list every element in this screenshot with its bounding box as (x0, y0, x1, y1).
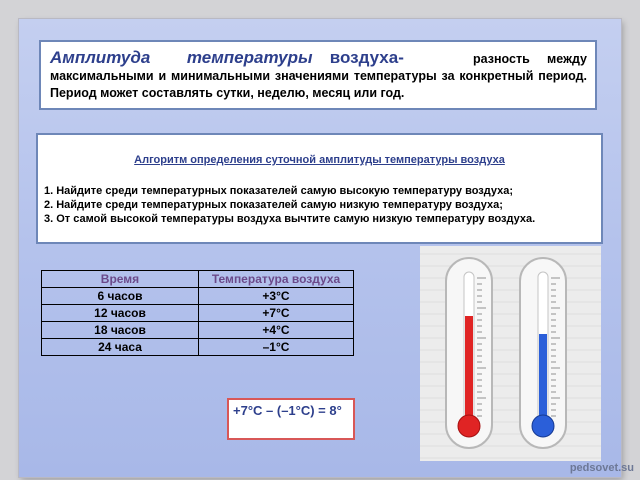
thermometer-blue-icon (520, 258, 566, 448)
table-cell-temperature: –1°С (199, 339, 354, 356)
temperature-table (41, 270, 354, 356)
algorithm-step-1: 1. Найдите среди температурных показателей самую высокую температуру воздуха; (44, 185, 514, 197)
table-cell-temperature: +4°С (199, 322, 354, 339)
table-cell-time: 6 часов (42, 288, 199, 305)
table-cell-time: 12 часов (42, 305, 199, 322)
table-row (42, 305, 354, 322)
table-header-row (42, 271, 354, 288)
definition-word: воздуха- (329, 48, 404, 67)
table-header-time: Время (42, 271, 199, 288)
table-cell-time: 24 часа (42, 339, 199, 356)
watermark: pedsovet.su (569, 462, 634, 474)
table-cell-time: 18 часов (42, 322, 199, 339)
result-box: +7°С – (–1°С) = 8° (227, 398, 355, 440)
table-cell-temperature: +3°С (199, 288, 354, 305)
definition-text: разность между максимальными и минимальными значениями температуры за конкретный период. Период может составлять сутки, неделю, месяц или год. (50, 52, 587, 100)
table-row (42, 339, 354, 356)
thermometers-image (420, 246, 601, 461)
algorithm-step-3: 3. От самой высокой температуры воздуха вычтите самую низкую температуру воздуха. (44, 213, 536, 225)
algorithm-title: Алгоритм определения суточной амплитуды температуры воздуха (134, 154, 505, 166)
definition-term: Амплитуда температуры (50, 48, 313, 67)
table-cell-temperature: +7°С (199, 305, 354, 322)
thermometer-red-icon (446, 258, 492, 448)
definition-box (39, 40, 597, 110)
algorithm-box (36, 133, 603, 244)
algorithm-step-2: 2. Найдите среди температурных показателей самую низкую температуру воздуха; (44, 199, 503, 211)
table-row (42, 322, 354, 339)
table-header-temperature: Температура воздуха (199, 271, 354, 288)
table-row (42, 288, 354, 305)
